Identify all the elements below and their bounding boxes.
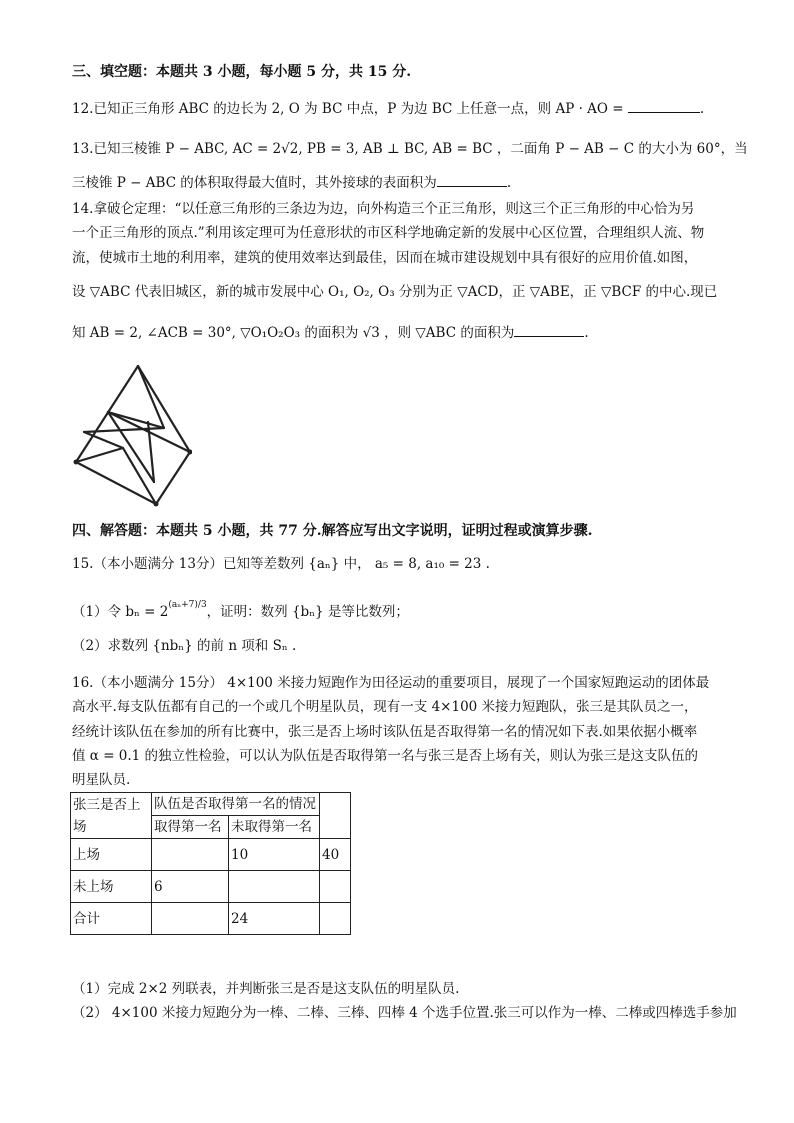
question-15-part-1 [72, 596, 409, 621]
table-row-header: 张三是否上场 [71, 793, 152, 839]
table-row-label: 上场 [71, 839, 152, 871]
question-14-end: . [584, 325, 589, 341]
napoleon-triangle-figure [68, 362, 192, 512]
question-12-end: . [699, 101, 705, 117]
table-total-header [320, 793, 351, 839]
question-14-line-1: 14.拿破仑定理：“以任意三角形的三条边为边，向外构造三个正三角形，则这三个正三角形的中心恰为另 [72, 201, 695, 217]
table-cell[interactable] [320, 903, 351, 935]
table-cell: 6 [152, 871, 229, 903]
question-16-part-2: （2） 4×100 米接力短跑分为一棒、二棒、三棒、四棒 4 个选手位置.张三可以作为一棒、二棒或四棒选手参加 [72, 1005, 737, 1021]
table-cell[interactable] [152, 839, 229, 871]
figure-vertex-dot [154, 502, 159, 507]
question-13-line-2 [72, 172, 511, 192]
table-cell[interactable] [152, 903, 229, 935]
question-15-exponent: (aₙ+7)/3 [168, 600, 207, 610]
question-16-line-2: 高水平.每支队伍都有自己的一个或几个明星队员，现有一支 4×100 米接力短跑队，张三是其队员之一， [72, 699, 698, 715]
answer-blank-14[interactable] [514, 322, 584, 337]
question-15-part-1-b: ，证明：数列 {bₙ} 是等比数列； [206, 604, 409, 620]
contingency-table [70, 792, 351, 935]
question-16-line-1: 16.（本小题满分 15分） 4×100 米接力短跑作为田径运动的重要项目，展现了一个国家短跑运动的团体最 [72, 675, 710, 691]
question-12 [72, 98, 704, 118]
question-13-line-1: 13.已知三棱锥 P − ABC, AC = 2√2, PB = 3, AB ⊥ BC, AB = BC ，二面角 P − AB − C 的大小为 60°，当 [72, 141, 748, 157]
question-16-line-3: 经统计该队伍在参加的所有比赛中，张三是否上场时该队伍是否取得第一名的情况如下表.如果依据小概率 [72, 724, 698, 740]
table-cell[interactable] [320, 871, 351, 903]
question-16-line-4: 值 α = 0.1 的独立性检验，可以认为队伍是否取得第一名与张三是否上场有关，则认为张三是这支队伍的 [72, 748, 699, 764]
figure-inner-triangle [76, 448, 156, 504]
section-3-heading: 三、填空题：本题共 3 小题，每小题 5 分，共 15 分. [72, 64, 412, 80]
table-header-row [71, 793, 351, 816]
table-cell: 24 [229, 903, 320, 935]
table-group-header: 队伍是否取得第一名的情况 [152, 793, 320, 816]
question-16-part-1: （1）完成 2×2 列联表，并判断张三是否是这支队伍的明星队员. [72, 981, 460, 997]
question-14-line-4: 设 ▽ABC 代表旧城区，新的城市发展中心 O₁, O₂, O₃ 分别为正 ▽ACD，正 ▽ABE，正 ▽BCF 的中心.现已 [72, 284, 718, 300]
question-13-end: . [506, 175, 512, 191]
question-14-line-3: 流，使城市土地的利用率，建筑的使用效率达到最佳，因而在城市建设规划中具有很好的应用价值.如图， [72, 250, 698, 266]
question-15-intro: 15.（本小题满分 13分）已知等差数列 {aₙ} 中， a₅ = 8, a₁₀ = 23 . [72, 556, 490, 572]
question-12-text: 12.已知正三角形 ABC 的边长为 2, O 为 BC 中点，P 为边 BC 上任意一点，则 AP · AO = [72, 101, 628, 117]
answer-blank-13[interactable] [437, 172, 507, 187]
section-4-heading: 四、解答题：本题共 5 小题，共 77 分.解答应写出文字说明，证明过程或演算步骤. [72, 523, 593, 539]
table-row-label: 未上场 [71, 871, 152, 903]
table-col-not-first: 未取得第一名 [229, 816, 320, 839]
question-14-text: 知 AB = 2, ∠ACB = 30°, ▽O₁O₂O₃ 的面积为 √3 ，则 ▽ABC 的面积为 [72, 325, 515, 341]
question-14-line-5 [72, 322, 589, 342]
question-15-part-2: （2）求数列 {nbₙ} 的前 n 项和 Sₙ . [72, 638, 297, 654]
question-16-line-5: 明星队员. [72, 772, 131, 788]
figure-vertex-dot [74, 460, 79, 465]
table-cell: 40 [320, 839, 351, 871]
question-13-text: 三棱锥 P − ABC 的体积取得最大值时，其外接球的表面积为 [72, 175, 437, 191]
table-cell[interactable] [229, 871, 320, 903]
table-row-label: 合计 [71, 903, 152, 935]
table-col-first-place: 取得第一名 [152, 816, 229, 839]
table-row [71, 839, 351, 871]
table-cell: 10 [229, 839, 320, 871]
question-14-line-2: 一个正三角形的顶点.”利用该定理可为任意形状的市区科学地确定新的发展中心区位置，合理组织人流、物 [72, 225, 705, 241]
table-row [71, 903, 351, 935]
table-row [71, 871, 351, 903]
question-15-part-1-a: （1）令 bₙ = 2 [72, 604, 169, 620]
answer-blank-12[interactable] [628, 98, 700, 113]
